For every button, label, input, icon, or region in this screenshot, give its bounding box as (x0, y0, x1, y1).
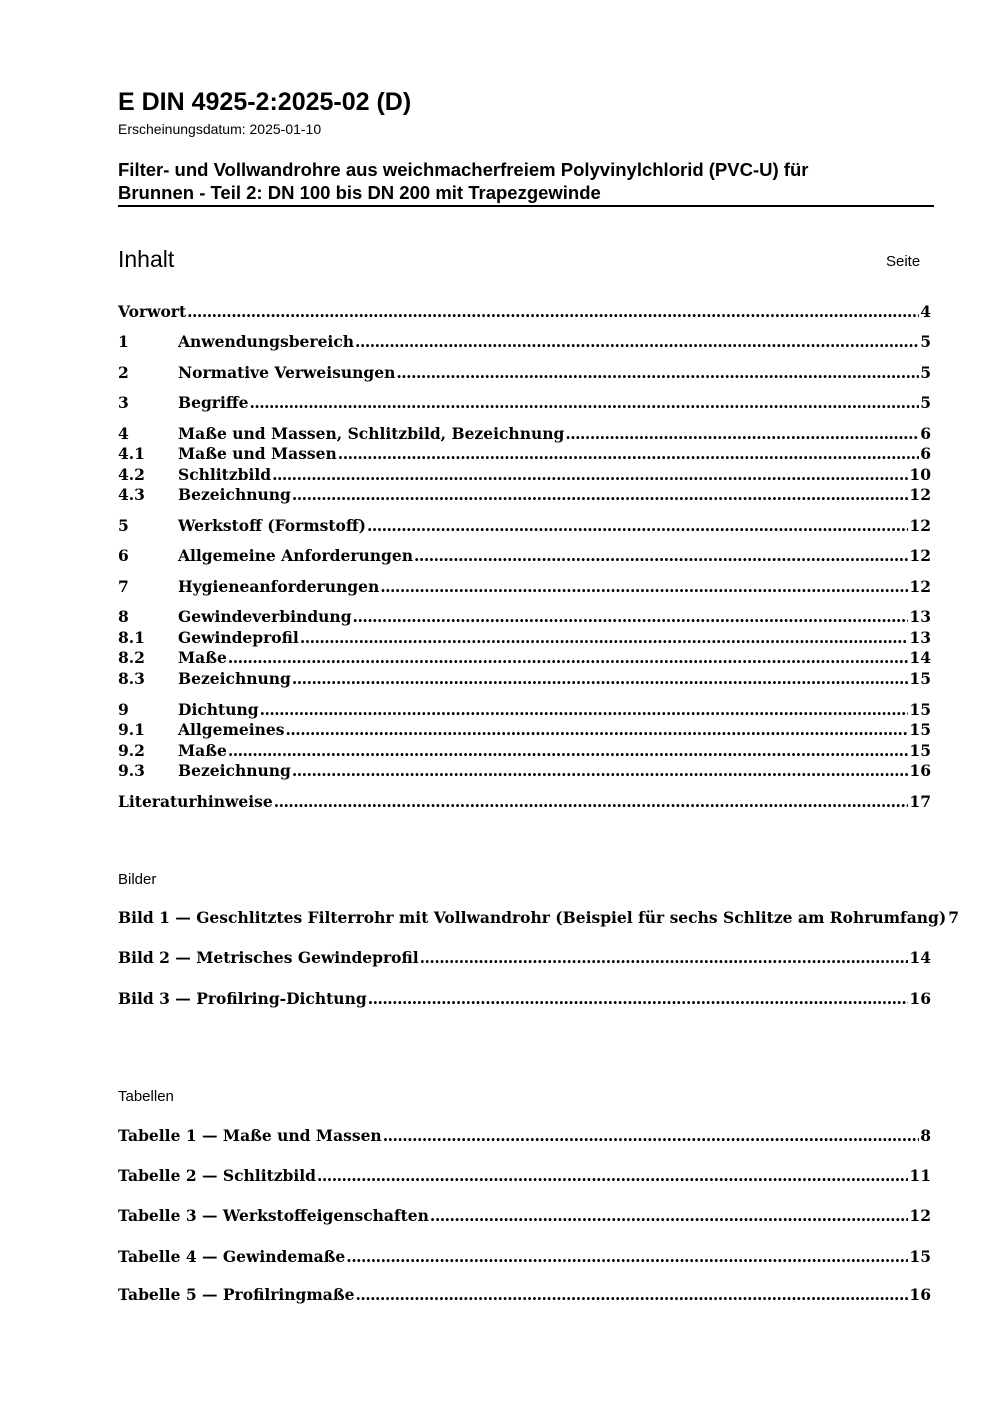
toc-entry-number: 4.2 (118, 465, 145, 484)
toc-entry-label: Schlitzbild (178, 465, 272, 484)
toc-entry-page: 13 (909, 607, 931, 626)
dot-leader (260, 700, 909, 720)
toc-entry[interactable] (118, 363, 931, 383)
dot-leader (346, 1247, 908, 1267)
toc-entry-label: Dichtung (178, 700, 259, 719)
toc-entry[interactable] (118, 516, 931, 536)
toc-entry-page: 12 (909, 577, 931, 596)
toc-entry-label: Bezeichnung (178, 669, 291, 688)
figure-entry-label: Bild 2 — Metrisches Gewindeprofil (118, 948, 419, 967)
dot-leader (292, 761, 909, 781)
dot-leader (414, 546, 908, 566)
title-divider (118, 205, 934, 207)
figure-entry[interactable] (118, 908, 960, 928)
toc-entry-number: 8.1 (118, 628, 145, 647)
toc-entry-number: 9.2 (118, 741, 145, 760)
dot-leader (355, 332, 919, 352)
toc-entry-label: Vorwort (118, 302, 187, 321)
dot-leader (292, 669, 909, 689)
toc-entry[interactable] (118, 332, 931, 352)
toc-entry-number: 5 (118, 516, 129, 535)
dot-leader (272, 465, 908, 485)
dot-leader (355, 1285, 908, 1305)
toc-entry-page: 15 (909, 741, 931, 760)
toc-entry-page: 6 (920, 424, 931, 443)
table-entry-label: Tabelle 3 — Werkstoffeigenschaften (118, 1206, 429, 1225)
toc-entry-label: Maße und Massen, Schlitzbild, Bezeichnung (178, 424, 565, 443)
toc-entry[interactable] (118, 628, 931, 648)
dot-leader (274, 792, 909, 812)
toc-heading: Inhalt (118, 246, 175, 272)
toc-entry-label: Allgemeine Anforderungen (178, 546, 414, 565)
dot-leader (317, 1166, 908, 1186)
toc-entry[interactable] (118, 393, 931, 413)
dot-leader (300, 628, 909, 648)
dot-leader (249, 393, 919, 413)
table-entry-page: 12 (909, 1206, 931, 1225)
toc-entry-page: 5 (920, 332, 931, 351)
toc-entry[interactable] (118, 424, 931, 444)
toc-entry-page: 13 (909, 628, 931, 647)
toc-entry-page: 17 (909, 792, 931, 811)
toc-entry[interactable] (118, 741, 931, 761)
title-line-1: Filter- und Vollwandrohre aus weichmacherfreiem Polyvinylchlorid (PVC-U) für (118, 159, 809, 180)
toc-entry-page: 5 (920, 393, 931, 412)
toc-entry-label: Allgemeines (178, 720, 285, 739)
table-entry-label: Tabelle 5 — Profilringmaße (118, 1285, 355, 1304)
toc-entry[interactable] (118, 546, 931, 566)
publication-date: Erscheinungsdatum: 2025-01-10 (118, 121, 322, 137)
toc-entry-number: 9 (118, 700, 129, 719)
figure-entry[interactable] (118, 948, 931, 968)
toc-entry[interactable] (118, 700, 931, 720)
toc-entry-number: 3 (118, 393, 129, 412)
toc-entry[interactable] (118, 465, 931, 485)
toc-entry-page: 12 (909, 516, 931, 535)
toc-entry-page: 5 (920, 363, 931, 382)
title-line-2: Brunnen - Teil 2: DN 100 bis DN 200 mit Trapezgewinde (118, 182, 601, 203)
table-entry-page: 8 (920, 1126, 931, 1145)
toc-entry-number: 9.3 (118, 761, 145, 780)
toc-entry-label: Normative Verweisungen (178, 363, 396, 382)
toc-entry-page: 12 (909, 546, 931, 565)
dot-leader (353, 607, 909, 627)
dot-leader (228, 741, 909, 761)
toc-entry[interactable] (118, 607, 931, 627)
toc-entry-number: 4 (118, 424, 129, 443)
table-entry[interactable] (118, 1126, 931, 1146)
table-entry[interactable] (118, 1206, 931, 1226)
toc-entry[interactable] (118, 669, 931, 689)
toc-entry[interactable] (118, 302, 931, 322)
toc-entry[interactable] (118, 485, 931, 505)
toc-entry-label: Hygieneanforderungen (178, 577, 380, 596)
toc-entry-number: 2 (118, 363, 129, 382)
toc-entry[interactable] (118, 577, 931, 597)
toc-entry[interactable] (118, 444, 931, 464)
figure-entry[interactable] (118, 989, 931, 1009)
toc-entry-page: 10 (909, 465, 931, 484)
document-title (118, 158, 934, 204)
toc-entry-number: 4.1 (118, 444, 145, 463)
dot-leader (286, 720, 909, 740)
toc-entry-label: Bezeichnung (178, 761, 291, 780)
toc-entry-label: Literaturhinweise (118, 792, 273, 811)
figures-heading: Bilder (118, 871, 157, 888)
toc-entry-page: 15 (909, 669, 931, 688)
toc-entry-label: Maße (178, 648, 227, 667)
toc-entry-number: 4.3 (118, 485, 145, 504)
toc-entry-page: 4 (920, 302, 931, 321)
dot-leader (338, 444, 919, 464)
figure-entry-page: 7 (948, 908, 960, 927)
table-entry-page: 15 (909, 1247, 931, 1266)
toc-entry-page: 15 (909, 720, 931, 739)
document-id: E DIN 4925-2:2025-02 (D) (118, 88, 412, 116)
toc-entry-page: 15 (909, 700, 931, 719)
toc-entry-number: 8 (118, 607, 129, 626)
table-entry[interactable] (118, 1166, 931, 1186)
dot-leader (565, 424, 919, 444)
toc-entry-page: 14 (909, 648, 931, 667)
toc-entry-number: 9.1 (118, 720, 145, 739)
dot-leader (430, 1206, 909, 1226)
table-entry-label: Tabelle 2 — Schlitzbild (118, 1166, 316, 1185)
dot-leader (396, 363, 919, 383)
toc-entry-page: 16 (909, 761, 931, 780)
toc-entry-label: Gewindeprofil (178, 628, 299, 647)
toc-entry[interactable] (118, 792, 931, 812)
toc-entry-page: 6 (920, 444, 931, 463)
figure-entry-page: 16 (909, 989, 931, 1008)
dot-leader (292, 485, 909, 505)
dot-leader (380, 577, 908, 597)
tables-heading: Tabellen (118, 1088, 174, 1105)
table-entry-page: 11 (909, 1166, 931, 1185)
toc-entry-number: 7 (118, 577, 129, 596)
table-entry-page: 16 (909, 1285, 931, 1304)
toc-entry-number: 6 (118, 546, 129, 565)
toc-entry[interactable] (118, 761, 931, 781)
dot-leader (228, 648, 909, 668)
table-entry[interactable] (118, 1247, 931, 1267)
toc-entry-number: 1 (118, 332, 129, 351)
figure-entry-label: Bild 3 — Profilring-Dichtung (118, 989, 367, 1008)
page-column-heading: Seite (886, 253, 921, 270)
dot-leader (420, 948, 909, 968)
toc-entry[interactable] (118, 720, 931, 740)
figure-entry-page: 14 (909, 948, 931, 967)
dot-leader (367, 516, 908, 536)
toc-entry-label: Maße und Massen (178, 444, 337, 463)
toc-entry-label: Anwendungsbereich (178, 332, 355, 351)
table-entry-label: Tabelle 4 — Gewindemaße (118, 1247, 346, 1266)
figure-entry-label: Bild 1 — Geschlitztes Filterrohr mit Vollwandrohr (Beispiel für sechs Schlitze am Rohrumfang) (118, 908, 947, 927)
toc-entry-number: 8.3 (118, 669, 145, 688)
toc-entry[interactable] (118, 648, 931, 668)
dot-leader (368, 989, 909, 1009)
dot-leader (187, 302, 919, 322)
toc-entry-label: Bezeichnung (178, 485, 291, 504)
table-entry[interactable] (118, 1285, 931, 1305)
table-entry-label: Tabelle 1 — Maße und Massen (118, 1126, 382, 1145)
toc-entry-label: Werkstoff (Formstoff) (178, 516, 366, 535)
toc-entry-label: Maße (178, 741, 227, 760)
dot-leader (383, 1126, 920, 1146)
toc-entry-label: Gewindeverbindung (178, 607, 352, 626)
toc-entry-page: 12 (909, 485, 931, 504)
toc-entry-number: 8.2 (118, 648, 145, 667)
toc-entry-label: Begriffe (178, 393, 249, 412)
